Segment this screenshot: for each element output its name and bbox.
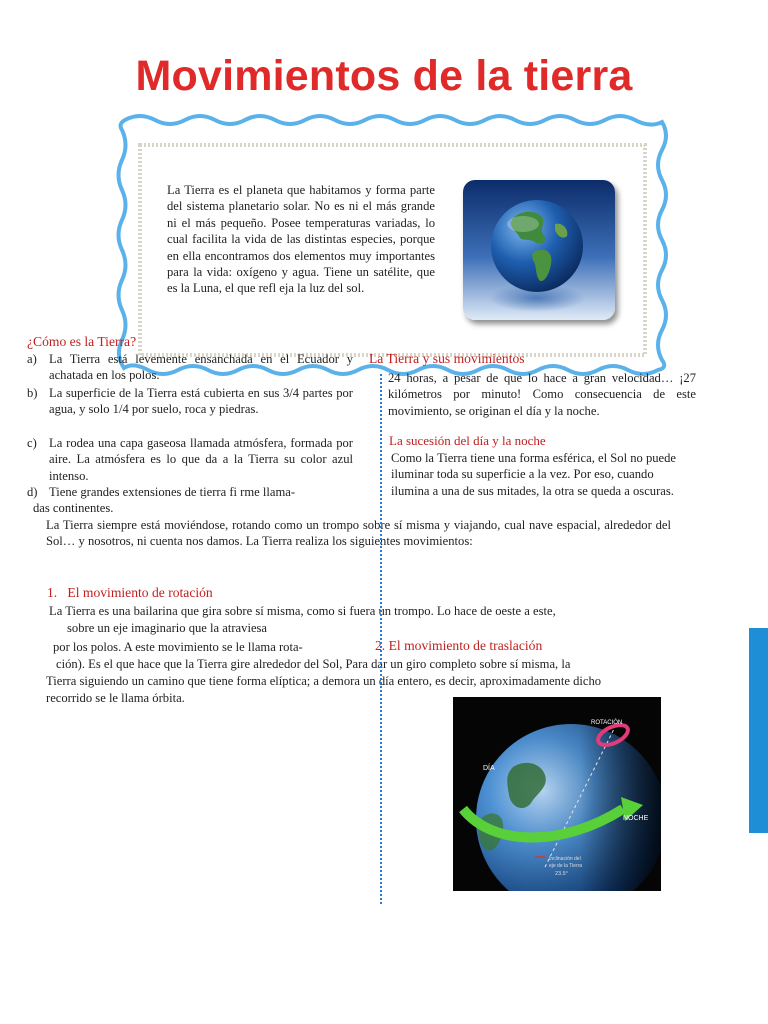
list-item <box>27 385 353 435</box>
list-item <box>27 351 353 385</box>
diagram-label-dia: DÍA <box>483 765 495 772</box>
list-text: Tiene grandes extensiones de tierra fi rme llama- <box>49 485 296 499</box>
list-item <box>27 484 353 501</box>
rotacion-line: por los polos. A este movimiento se le llama rota- <box>53 640 303 654</box>
movimientos-text: 24 horas, a pesar de que lo hace a gran velocidad… ¡27 kilómetros por minuto! Como consecuencia de este movimiento, se originan el día y la noche. <box>388 371 696 418</box>
diagram-label-grados: 23.5° <box>555 871 568 877</box>
sucesion-heading: La sucesión del día y la noche <box>389 433 546 448</box>
list-continuation: das continentes. <box>33 501 114 515</box>
sucesion-text: Como la Tierra tiene una forma esférica, el Sol no puede iluminar toda su superficie a la vez. Por eso, cuando ilumina a una de sus mitades, la otra se queda a oscuras. <box>391 451 677 498</box>
main-paragraph: La Tierra siempre está moviéndose, rotando como un trompo sobre sí misma y viajando, cual nave espacial, alrededor del Sol… y nosotros, ni cuenta nos damos. La Tierra realiza los siguientes movimientos: <box>46 518 671 549</box>
rotacion-heading: 1. El movimiento de rotación <box>47 585 213 600</box>
list-text: La superficie de la Tierra está cubierta en sus 3/4 partes por agua, y solo 1/4 por suelo, roca y piedras. <box>49 386 353 417</box>
dotted-divider <box>380 374 382 904</box>
side-accent-bar <box>749 628 768 833</box>
page-title: Movimientos de la tierra <box>135 52 633 100</box>
diagram-label-eje: eje de la Tierra <box>549 863 583 869</box>
diagram-label-inclinacion: Inclinación del <box>549 856 581 862</box>
intro-paragraph: La Tierra es el planeta que habitamos y forma parte del sistema planetario solar. No es ni el más grande ni el más pequeño. Posee temperaturas variadas, lo cual facilita la vida de las distintas especies, porque en ella encontramos dos elementos muy importantes para la vida: oxígeno y agua. Tiene un satélite, que es la Luna, el que refl eja la luz del sol. <box>167 183 435 296</box>
rotacion-line: sobre un eje imaginario que la atraviesa <box>67 621 268 635</box>
list-marker: c) <box>27 436 37 450</box>
list-text: La Tierra está levemente ensanchada en el Ecuador y achatada en los polos. <box>49 352 353 383</box>
rotacion-line: La Tierra es una bailarina que gira sobre sí misma, como si fuera un trompo. Lo hace de oeste a este, <box>49 604 556 618</box>
earth-globe-image <box>463 180 615 320</box>
traslacion-line: ción). Es el que hace que la Tierra gire alrededor del Sol, Para dar un giro completo sobre sí misma, la <box>56 657 571 671</box>
list-marker: b) <box>27 386 38 400</box>
movimientos-heading: La Tierra y sus movimientos <box>369 351 525 366</box>
traslacion-line: recorrido se le llama órbita. <box>46 691 185 705</box>
list-marker: a) <box>27 352 37 366</box>
list-marker: d) <box>27 485 38 499</box>
diagram-label-noche: NOCHE <box>623 815 649 822</box>
list-text: La rodea una capa gaseosa llamada atmósfera, formada por aire. La atmósfera es lo que da a la Tierra su color azul intenso. <box>49 436 353 483</box>
list-item <box>27 435 353 485</box>
earth-rotation-diagram <box>453 697 661 891</box>
diagram-label-rotacion: ROTACIÓN <box>591 720 623 726</box>
traslacion-line: Tierra siguiendo un camino que tiene forma elíptica; a demora un día entero, es decir, aproximadamente dicho <box>46 674 602 688</box>
traslacion-heading: 2. El movimiento de traslación <box>375 638 543 653</box>
como-heading: ¿Cómo es la Tierra? <box>27 334 137 349</box>
